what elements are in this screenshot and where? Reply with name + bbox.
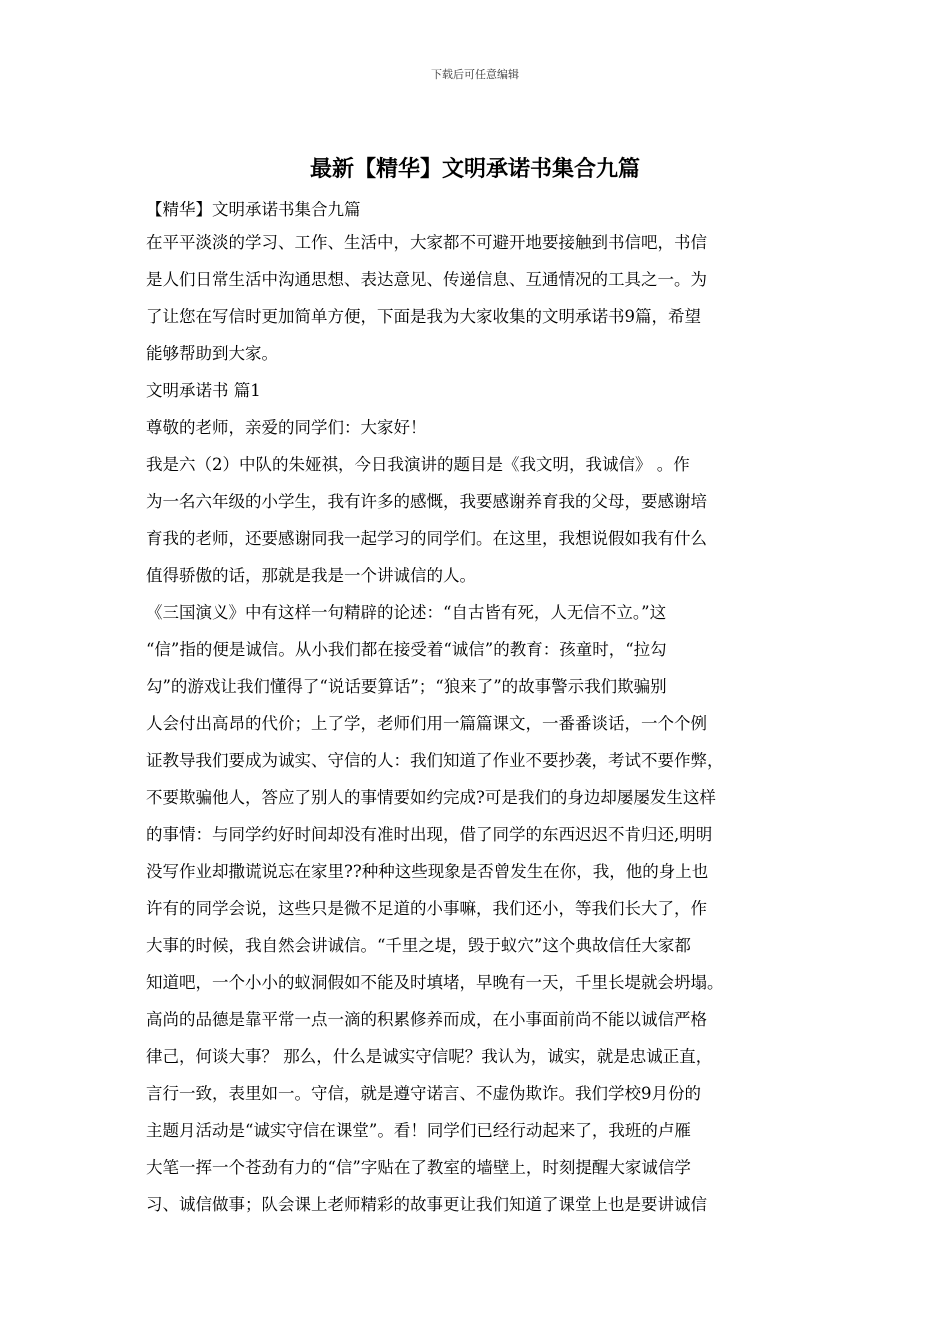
- body-line: 为一名六年级的小学生，我有许多的感慨，我要感谢养育我的父母，要感谢培: [146, 492, 707, 511]
- body-line: 【精华】文明承诺书集合九篇: [146, 200, 361, 219]
- body-line: 高尚的品德是靠平常一点一滴的积累修养而成，在小事面前尚不能以诚信严格: [146, 1010, 707, 1029]
- body-line: 习、诚信做事；队会课上老师精彩的故事更让我们知道了课堂上也是要讲诚信: [146, 1195, 707, 1214]
- body-line: 知道吧，一个小小的蚁洞假如不能及时填堵，早晚有一天，千里长堤就会坍塌。: [146, 973, 724, 992]
- body-line: 《三国演义》中有这样一句精辟的论述：“自古皆有死，人无信不立。”这: [146, 603, 667, 622]
- body-line: 值得骄傲的话，那就是我是一个讲诚信的人。: [146, 566, 476, 585]
- body-line: 人会付出高昂的代价；上了学，老师们用一篇篇课文，一番番谈话，一个个例: [146, 714, 707, 733]
- body-line: 不要欺骗他人，答应了别人的事情要如约完成?可是我们的身边却屡屡发生这样: [146, 788, 716, 807]
- body-line: 的事情：与同学约好时间却没有准时出现，借了同学的东西迟迟不肯归还,明明: [146, 825, 713, 844]
- body-line: 律己，何谈大事？ 那么，什么是诚实守信呢？我认为，诚实，就是忠诚正直，: [146, 1047, 713, 1066]
- body-line: 言行一致，表里如一。守信，就是遵守诺言、不虚伪欺诈。我们学校9月份的: [146, 1084, 701, 1103]
- body-line: 文明承诺书 篇1: [146, 381, 261, 400]
- body-line: 在平平淡淡的学习、工作、生活中，大家都不可避开地要接触到书信吧，书信: [146, 233, 707, 252]
- body-line: 没写作业却撒谎说忘在家里??种种这些现象是否曾发生在你，我，他的身上也: [146, 862, 709, 881]
- body-line: 我是六（2）中队的朱娅祺，今日我演讲的题目是《我文明，我诚信》 。作: [146, 455, 690, 474]
- document-title: 最新【精华】文明承诺书集合九篇: [309, 156, 640, 182]
- body-line: “信”指的便是诚信。从小我们都在接受着“诚信”的教育：孩童时，“拉勾: [146, 640, 667, 659]
- body-line: 了让您在写信时更加简单方便，下面是我为大家收集的文明承诺书9篇，希望: [146, 307, 701, 326]
- body-line: 能够帮助到大家。: [146, 344, 278, 363]
- body-line: 许有的同学会说，这些只是微不足道的小事嘛，我们还小，等我们长大了，作: [146, 899, 707, 918]
- body-line: 勾”的游戏让我们懂得了“说话要算话”；“狼来了”的故事警示我们欺骗别: [146, 677, 667, 696]
- body-line: 大笔一挥一个苍劲有力的“信”字贴在了教室的墙壁上，时刻提醒大家诚信学: [146, 1158, 691, 1177]
- body-line: 是人们日常生活中沟通思想、表达意见、传递信息、互通情况的工具之一。为: [146, 270, 707, 289]
- body-line: 尊敬的老师，亲爱的同学们：大家好！: [146, 418, 427, 437]
- body-line: 大事的时候，我自然会讲诚信。“千里之堤，毁于蚁穴”这个典故信任大家都: [146, 936, 691, 955]
- document-body: [146, 196, 808, 1223]
- body-line: 育我的老师，还要感谢同我一起学习的同学们。在这里，我想说假如我有什么: [146, 529, 707, 548]
- body-line: 证教导我们要成为诚实、守信的人：我们知道了作业不要抄袭，考试不要作弊，: [146, 751, 724, 770]
- header-note: 下载后可任意编辑: [431, 68, 519, 81]
- body-line: 主题月活动是“诚实守信在课堂”。看！同学们已经行动起来了，我班的卢雁: [146, 1121, 691, 1140]
